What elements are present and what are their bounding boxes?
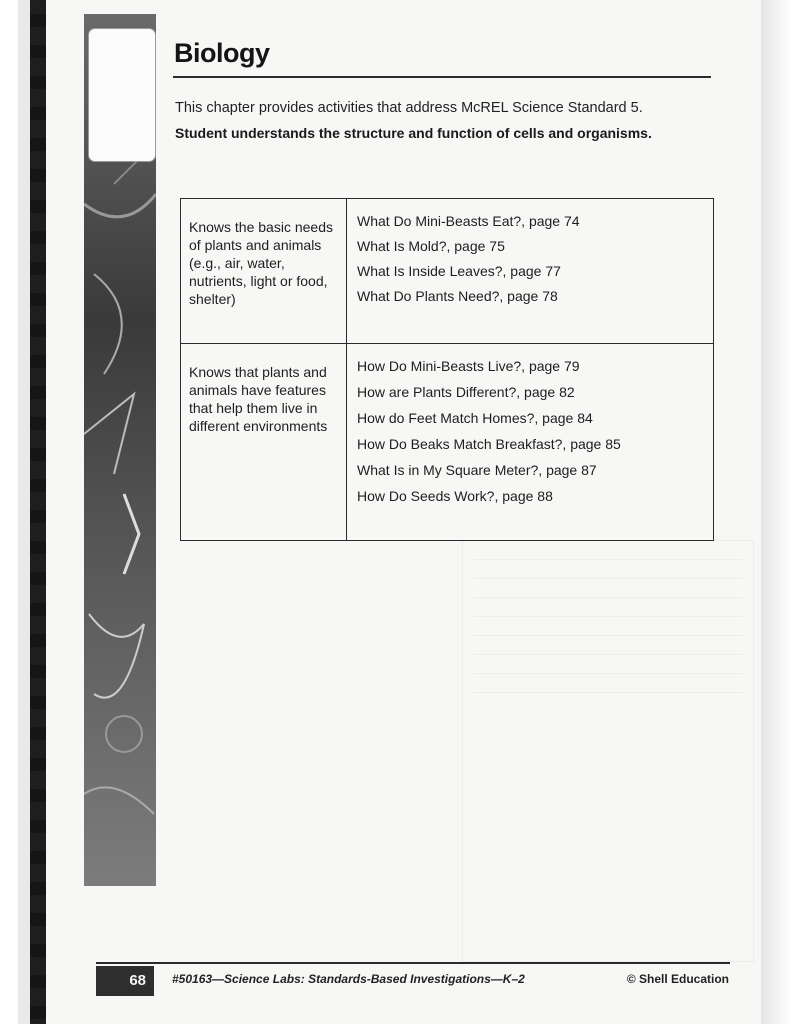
benchmark-cell: Knows that plants and animals have features that help them live in different environments	[181, 344, 347, 541]
footer-divider	[96, 962, 730, 964]
activity-item: What Is in My Square Meter?, page 87	[357, 462, 597, 478]
activity-item: What Do Plants Need?, page 78	[357, 288, 558, 304]
chapter-tab	[88, 28, 156, 162]
standard-statement: Student understands the structure and function of cells and organisms.	[175, 125, 652, 141]
table-row	[181, 344, 714, 541]
page-number: 68	[96, 966, 154, 996]
activity-item: What Do Mini-Beasts Eat?, page 74	[357, 213, 580, 229]
publisher: © Shell Education	[626, 972, 729, 986]
page-edge	[761, 0, 791, 1024]
activities-cell	[347, 344, 714, 541]
activity-item: How Do Seeds Work?, page 88	[357, 488, 553, 504]
activity-item: How Do Mini-Beasts Live?, page 79	[357, 358, 580, 374]
activity-item: What Is Mold?, page 75	[357, 238, 505, 254]
title-divider	[173, 76, 711, 78]
activities-cell	[347, 199, 714, 344]
activity-item: What Is Inside Leaves?, page 77	[357, 263, 561, 279]
book-title: #50163—Science Labs: Standards-Based Investigations—K–2	[172, 972, 525, 986]
chapter-intro: This chapter provides activities that address McREL Science Standard 5.	[175, 100, 643, 116]
bleed-through-column	[462, 540, 754, 962]
activity-item: How do Feet Match Homes?, page 84	[357, 410, 593, 426]
activity-item: How are Plants Different?, page 82	[357, 384, 575, 400]
chapter-title: Biology	[174, 38, 270, 68]
table-row	[181, 199, 714, 344]
bleed-through-text	[270, 32, 278, 63]
benchmark-cell: Knows the basic needs of plants and animals (e.g., air, water, nutrients, light or food, shelter)	[181, 199, 347, 344]
benchmark-table	[180, 198, 714, 541]
activity-item: How Do Beaks Match Breakfast?, page 85	[357, 436, 621, 452]
